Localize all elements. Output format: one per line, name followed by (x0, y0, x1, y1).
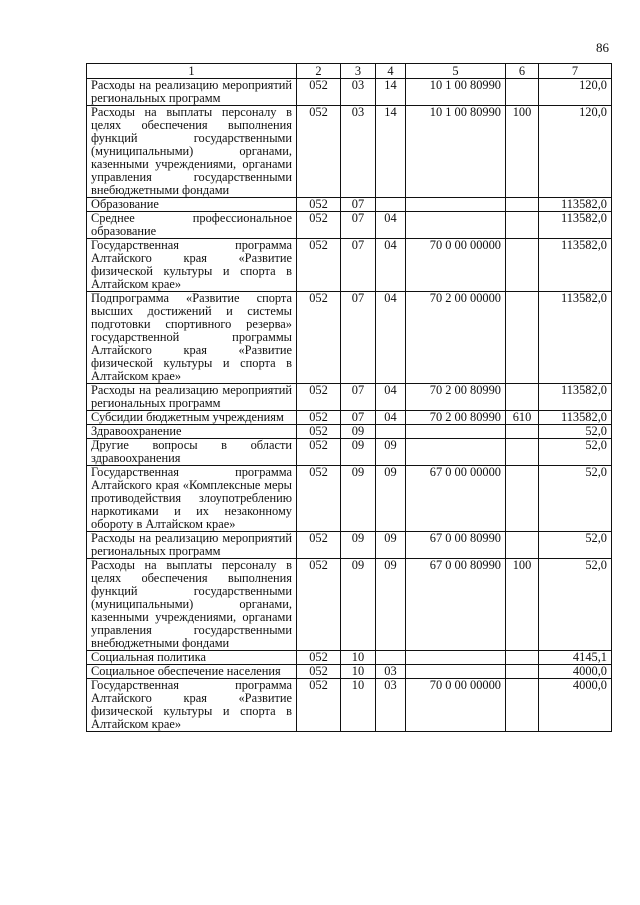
header-col-4: 4 (376, 64, 406, 79)
expense-type-cell (506, 292, 539, 384)
department-code-cell: 052 (297, 384, 341, 411)
target-article-cell: 70 2 00 80990 (406, 411, 506, 425)
amount-cell: 4145,1 (539, 651, 612, 665)
amount-cell: 52,0 (539, 439, 612, 466)
subsection-code-cell: 14 (376, 106, 406, 198)
table-row (87, 532, 612, 559)
amount-cell: 52,0 (539, 425, 612, 439)
table-row (87, 198, 612, 212)
expense-name-cell: Субсидии бюджетным учреждениям (87, 411, 297, 425)
subsection-code-cell: 09 (376, 559, 406, 651)
expense-name-cell: Здравоохранение (87, 425, 297, 439)
department-code-cell: 052 (297, 679, 341, 732)
subsection-code-cell: 03 (376, 665, 406, 679)
department-code-cell: 052 (297, 532, 341, 559)
expense-name-cell: Государственная программа Алтайского края «Развитие физической культуры и спорта в Алтайском крае» (87, 239, 297, 292)
amount-cell: 113582,0 (539, 198, 612, 212)
section-code-cell: 09 (341, 532, 376, 559)
target-article-cell: 10 1 00 80990 (406, 79, 506, 106)
expense-type-cell (506, 79, 539, 106)
target-article-cell: 70 0 00 00000 (406, 239, 506, 292)
expense-name-cell: Социальная политика (87, 651, 297, 665)
target-article-cell (406, 439, 506, 466)
target-article-cell: 67 0 00 00000 (406, 466, 506, 532)
section-code-cell: 07 (341, 198, 376, 212)
table-row (87, 384, 612, 411)
expense-type-cell (506, 439, 539, 466)
expense-name-cell: Подпрограмма «Развитие спорта высших достижений и системы подготовки спортивного резерва» государственной программы Алтайского края «Развитие физической культуры и спорта в Алтайском крае» (87, 292, 297, 384)
table-row (87, 679, 612, 732)
header-col-7: 7 (539, 64, 612, 79)
department-code-cell: 052 (297, 651, 341, 665)
expense-type-cell (506, 466, 539, 532)
subsection-code-cell: 09 (376, 466, 406, 532)
department-code-cell: 052 (297, 439, 341, 466)
amount-cell: 52,0 (539, 466, 612, 532)
section-code-cell: 07 (341, 292, 376, 384)
target-article-cell: 67 0 00 80990 (406, 559, 506, 651)
table-row (87, 239, 612, 292)
target-article-cell (406, 198, 506, 212)
amount-cell: 113582,0 (539, 292, 612, 384)
department-code-cell: 052 (297, 466, 341, 532)
expense-name-cell: Социальное обеспечение населения (87, 665, 297, 679)
section-code-cell: 07 (341, 239, 376, 292)
subsection-code-cell: 04 (376, 239, 406, 292)
expense-type-cell (506, 198, 539, 212)
table-row (87, 439, 612, 466)
amount-cell: 120,0 (539, 79, 612, 106)
expense-name-cell: Расходы на реализацию мероприятий региональных программ (87, 79, 297, 106)
amount-cell: 113582,0 (539, 239, 612, 292)
expense-name-cell: Расходы на выплаты персоналу в целях обеспечения выполнения функций государственными (муниципальными) органами, казенными учреждениями, органами управления государственными внебюджетными фондами (87, 106, 297, 198)
target-article-cell: 70 2 00 80990 (406, 384, 506, 411)
department-code-cell: 052 (297, 106, 341, 198)
section-code-cell: 07 (341, 212, 376, 239)
section-code-cell: 09 (341, 425, 376, 439)
department-code-cell: 052 (297, 79, 341, 106)
table-row (87, 292, 612, 384)
amount-cell: 52,0 (539, 559, 612, 651)
section-code-cell: 03 (341, 79, 376, 106)
department-code-cell: 052 (297, 559, 341, 651)
subsection-code-cell: 04 (376, 411, 406, 425)
amount-cell: 4000,0 (539, 679, 612, 732)
header-col-1: 1 (87, 64, 297, 79)
expense-type-cell (506, 212, 539, 239)
header-col-6: 6 (506, 64, 539, 79)
subsection-code-cell (376, 425, 406, 439)
expense-name-cell: Среднее профессиональное образование (87, 212, 297, 239)
expense-type-cell (506, 679, 539, 732)
header-col-3: 3 (341, 64, 376, 79)
target-article-cell (406, 425, 506, 439)
subsection-code-cell (376, 651, 406, 665)
amount-cell: 52,0 (539, 532, 612, 559)
department-code-cell: 052 (297, 665, 341, 679)
expense-type-cell (506, 532, 539, 559)
amount-cell: 113582,0 (539, 384, 612, 411)
expense-type-cell: 100 (506, 559, 539, 651)
amount-cell: 113582,0 (539, 411, 612, 425)
subsection-code-cell: 09 (376, 439, 406, 466)
department-code-cell: 052 (297, 239, 341, 292)
department-code-cell: 052 (297, 292, 341, 384)
table-row (87, 559, 612, 651)
target-article-cell (406, 212, 506, 239)
section-code-cell: 07 (341, 411, 376, 425)
department-code-cell: 052 (297, 411, 341, 425)
expense-name-cell: Расходы на выплаты персоналу в целях обеспечения выполнения функций государственными (муниципальными) органами, казенными учреждениями, органами управления государственными внебюджетными фондами (87, 559, 297, 651)
budget-table (86, 63, 612, 732)
table-row (87, 106, 612, 198)
table-row (87, 79, 612, 106)
section-code-cell: 10 (341, 665, 376, 679)
page-number: 86 (596, 40, 609, 55)
amount-cell: 113582,0 (539, 212, 612, 239)
amount-cell: 4000,0 (539, 665, 612, 679)
target-article-cell: 67 0 00 80990 (406, 532, 506, 559)
expense-type-cell (506, 239, 539, 292)
subsection-code-cell: 09 (376, 532, 406, 559)
section-code-cell: 10 (341, 651, 376, 665)
expense-name-cell: Образование (87, 198, 297, 212)
subsection-code-cell: 04 (376, 384, 406, 411)
table-row (87, 665, 612, 679)
table-row (87, 651, 612, 665)
target-article-cell: 10 1 00 80990 (406, 106, 506, 198)
expense-name-cell: Другие вопросы в области здравоохранения (87, 439, 297, 466)
table-row (87, 212, 612, 239)
target-article-cell: 70 2 00 00000 (406, 292, 506, 384)
expense-type-cell: 610 (506, 411, 539, 425)
target-article-cell: 70 0 00 00000 (406, 679, 506, 732)
section-code-cell: 10 (341, 679, 376, 732)
subsection-code-cell: 04 (376, 212, 406, 239)
table-row (87, 466, 612, 532)
expense-name-cell: Государственная программа Алтайского края «Развитие физической культуры и спорта в Алтайском крае» (87, 679, 297, 732)
subsection-code-cell: 03 (376, 679, 406, 732)
header-col-2: 2 (297, 64, 341, 79)
section-code-cell: 09 (341, 466, 376, 532)
expense-type-cell: 100 (506, 106, 539, 198)
section-code-cell: 09 (341, 439, 376, 466)
subsection-code-cell: 14 (376, 79, 406, 106)
expense-type-cell (506, 665, 539, 679)
expense-type-cell (506, 384, 539, 411)
subsection-code-cell (376, 198, 406, 212)
section-code-cell: 07 (341, 384, 376, 411)
target-article-cell (406, 651, 506, 665)
table-body (87, 79, 612, 732)
subsection-code-cell: 04 (376, 292, 406, 384)
department-code-cell: 052 (297, 198, 341, 212)
expense-type-cell (506, 425, 539, 439)
section-code-cell: 03 (341, 106, 376, 198)
expense-name-cell: Расходы на реализацию мероприятий региональных программ (87, 384, 297, 411)
section-code-cell: 09 (341, 559, 376, 651)
table-row (87, 411, 612, 425)
table-row (87, 425, 612, 439)
table-header-row (87, 64, 612, 79)
target-article-cell (406, 665, 506, 679)
department-code-cell: 052 (297, 212, 341, 239)
expense-name-cell: Государственная программа Алтайского края «Комплексные меры противодействия злоупотреблению наркотиками и их незаконному обороту в Алтайском крае» (87, 466, 297, 532)
amount-cell: 120,0 (539, 106, 612, 198)
expense-name-cell: Расходы на реализацию мероприятий региональных программ (87, 532, 297, 559)
department-code-cell: 052 (297, 425, 341, 439)
expense-type-cell (506, 651, 539, 665)
header-col-5: 5 (406, 64, 506, 79)
